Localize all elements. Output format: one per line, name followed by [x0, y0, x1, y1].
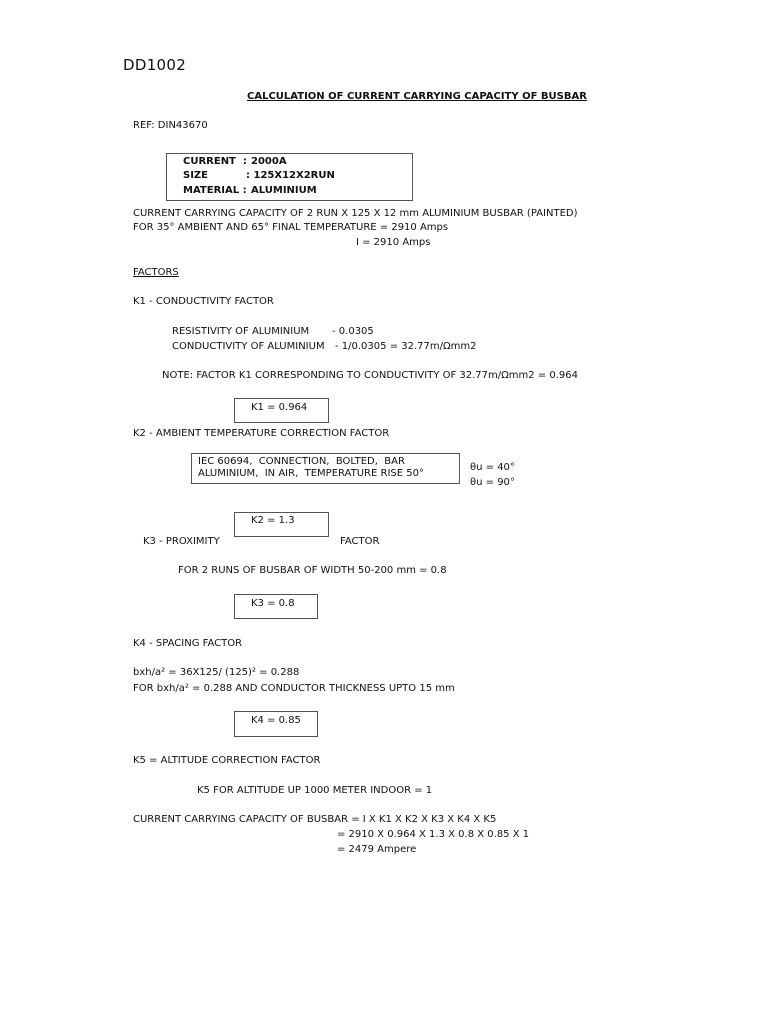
k3-heading-left: K3 - PROXIMITY — [143, 536, 220, 547]
current-label: CURRENT : — [183, 156, 247, 167]
k3-result: K3 = 0.8 — [251, 598, 295, 609]
final-line-2: = 2910 X 0.964 X 1.3 X 0.8 X 0.85 X 1 — [337, 829, 530, 840]
k3-result-box — [234, 594, 318, 619]
conductivity-value: - 1/0.0305 = 32.77m/Ωmm2 — [335, 341, 477, 352]
k4-result: K4 = 0.85 — [251, 715, 301, 726]
k3-heading-right: FACTOR — [340, 536, 380, 547]
conductivity-label: CONDUCTIVITY OF ALUMINIUM — [172, 341, 325, 352]
size-value: : 125X12X2RUN — [246, 170, 335, 181]
k4-line-2: FOR bxh/a² = 0.288 AND CONDUCTOR THICKNESS UPTO 15 mm — [133, 683, 455, 694]
k4-line-1: bxh/a² = 36X125/ (125)² = 0.288 — [133, 667, 300, 678]
reference: REF: DIN43670 — [133, 120, 208, 131]
k4-heading: K4 - SPACING FACTOR — [133, 638, 243, 649]
k1-note: NOTE: FACTOR K1 CORRESPONDING TO CONDUCTIVITY OF 32.77m/Ωmm2 = 0.964 — [162, 370, 578, 381]
factors-heading: FACTORS — [133, 267, 179, 278]
k1-heading: K1 - CONDUCTIVITY FACTOR — [133, 296, 274, 307]
size-label: SIZE — [183, 170, 209, 181]
k5-text: K5 FOR ALTITUDE UP 1000 METER INDOOR = 1 — [197, 785, 433, 796]
material-value: ALUMINIUM — [251, 185, 317, 196]
resistivity-label: RESISTIVITY OF ALUMINIUM — [172, 326, 310, 337]
k2-result: K2 = 1.3 — [251, 515, 295, 526]
material-label: MATERIAL : — [183, 185, 247, 196]
final-line-1: CURRENT CARRYING CAPACITY OF BUSBAR = I X K1 X K2 X K3 X K4 X K5 — [133, 814, 497, 825]
iec-line-2: ALUMINIUM, IN AIR, TEMPERATURE RISE 50° — [198, 468, 424, 479]
document-id: DD1002 — [123, 56, 187, 74]
intro-line-1: CURRENT CARRYING CAPACITY OF 2 RUN X 125 X 12 mm ALUMINIUM BUSBAR (PAINTED) — [133, 208, 578, 219]
intro-line-3: I = 2910 Amps — [356, 237, 431, 248]
intro-line-2: FOR 35° AMBIENT AND 65° FINAL TEMPERATURE = 2910 Amps — [133, 222, 449, 233]
iec-line-1: IEC 60694, CONNECTION, BOLTED, BAR — [198, 456, 405, 467]
final-result: = 2479 Ampere — [337, 844, 417, 855]
k1-result-box — [234, 398, 329, 423]
k2-heading: K2 - AMBIENT TEMPERATURE CORRECTION FACTOR — [133, 428, 390, 439]
theta-final: θu = 90° — [470, 477, 515, 488]
current-value: 2000A — [251, 156, 287, 167]
k4-result-box — [234, 711, 318, 737]
k1-result: K1 = 0.964 — [251, 402, 308, 413]
k5-heading: K5 = ALTITUDE CORRECTION FACTOR — [133, 755, 321, 766]
resistivity-value: - 0.0305 — [332, 326, 374, 337]
page-title: CALCULATION OF CURRENT CARRYING CAPACITY OF BUSBAR — [247, 91, 587, 102]
k2-result-box — [234, 512, 329, 537]
spec-box — [166, 153, 413, 201]
iec-box — [191, 453, 460, 484]
k3-text: FOR 2 RUNS OF BUSBAR OF WIDTH 50-200 mm = 0.8 — [178, 565, 447, 576]
theta-ambient: θu = 40° — [470, 462, 515, 473]
